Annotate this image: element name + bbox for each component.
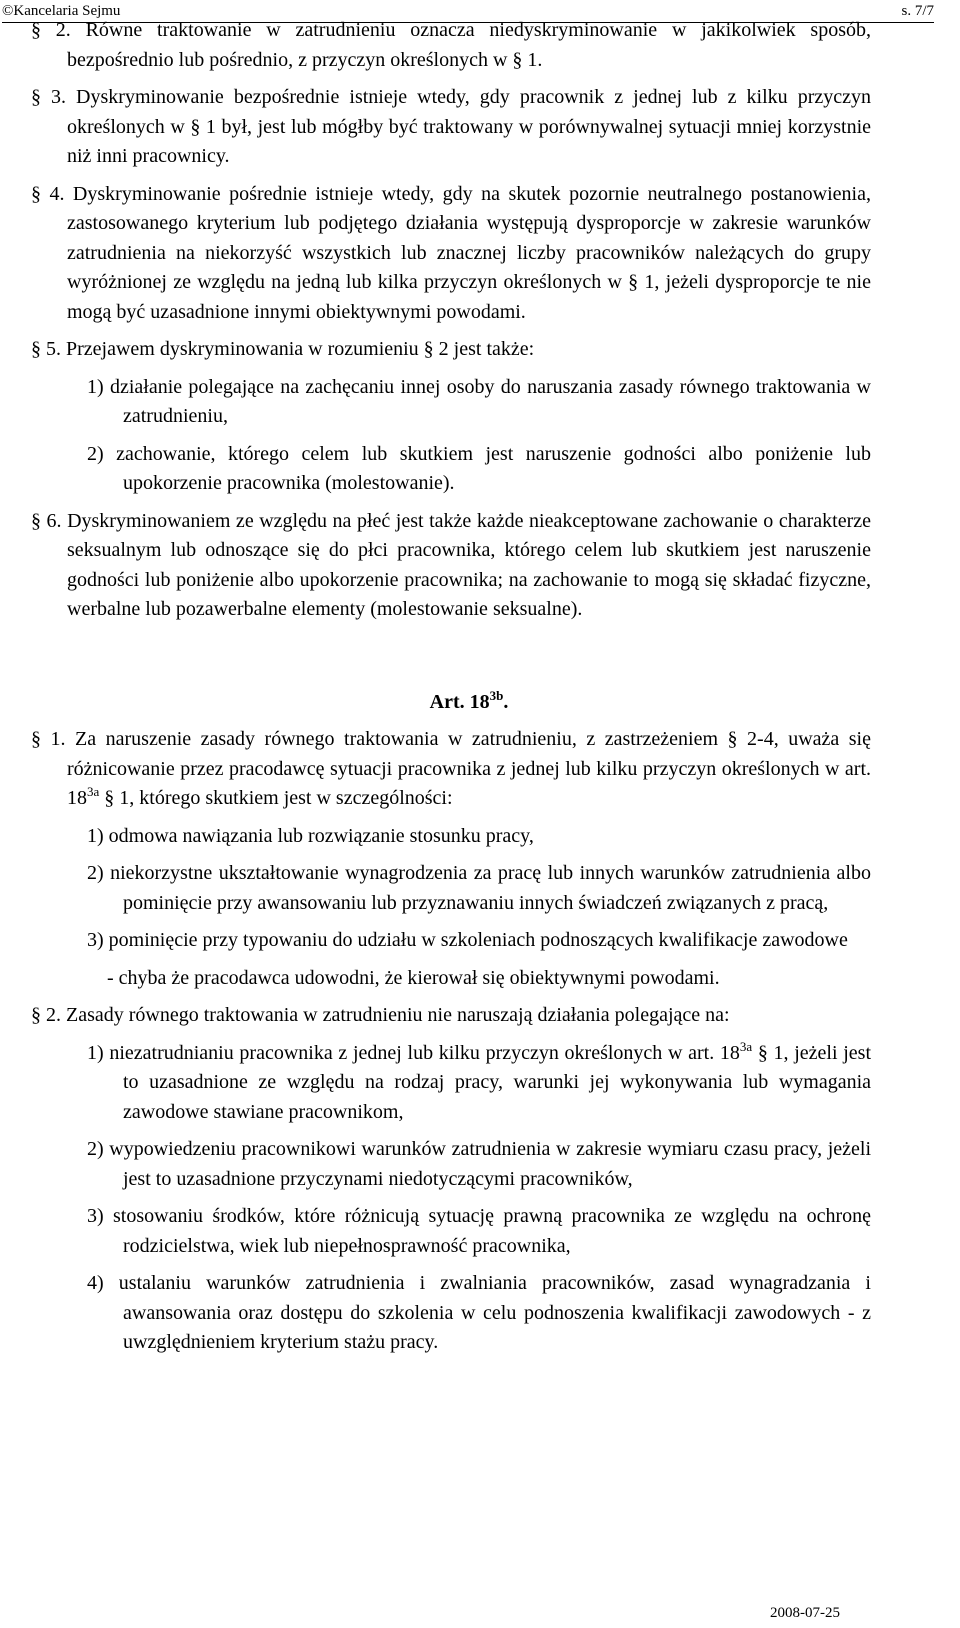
article-paragraph-2-item-3: 3) stosowaniu środków, które różnicują sytuację prawną pracownika ze względu na ochronę rodzicielstwa, wiek lub niepełnosprawność pracownika, [87, 1205, 871, 1257]
article-paragraph-1 [31, 725, 871, 814]
paragraph-5: § 5. Przejawem dyskryminowania w rozumieniu § 2 jest także: [31, 338, 535, 360]
article-paragraph-2-item-1-sup: 3a [739, 1038, 753, 1054]
article-paragraph-2-item-1-text-a: 1) niezatrudnianiu pracownika z jednej lub kilku przyczyn określonych w art. 18 [87, 1041, 740, 1064]
article-paragraph-1-text-a: § 1. Za naruszenie zasady równego traktowania w zatrudnieniu, z zastrzeżeniem § 2-4, uważa się różnicowanie przez pracodawcę sytuacji pracownika z jednej lub kilku przyczyn określonych w art. 18 [31, 728, 871, 809]
article-paragraph-2-item-1-text-b: § 1, jeżeli jest to uzasadnione ze względu na rodzaj pracy, warunki jej wykonywania lub wymagania zawodowe stawiane pracownikom, [123, 1041, 872, 1123]
article-paragraph-2-item-1 [87, 1039, 871, 1128]
article-title [31, 688, 871, 718]
paragraph-4: § 4. Dyskryminowanie pośrednie istnieje wtedy, gdy na skutek pozornie neutralnego postanowienia, zastosowanego kryterium lub podjętego działania występują dysproporcje w zakresie warunków zatrudnienia na niekorzyść wszystkich lub znacznej liczby pracowników należących do grupy wyróżnionej ze względu na jedną lub kilka przyczyn określonych w § 1, jeżeli dysproporcje te nie mogą być uzasadnione innymi obiektywnymi powodami. [31, 182, 871, 323]
article-paragraph-1-item-3: 3) pominięcie przy typowaniu do udziału w szkoleniach podnoszących kwalifikacje zawodowe [87, 929, 848, 951]
paragraph-3: § 3. Dyskryminowanie bezpośrednie istnieje wtedy, gdy pracownik z jednej lub z kilku przyczyn określonych w § 1 był, jest lub mógłby być traktowany w porównywalnej sytuacji mniej korzystnie niż inni pracownicy. [31, 86, 871, 167]
article-paragraph-1-item-2: 2) niekorzystne ukształtowanie wynagrodzenia za pracę lub innych warunków zatrudnienia albo pominięcie przy awansowaniu lub przyznawaniu innych świadczeń związanych z pracą, [87, 862, 871, 914]
article-paragraph-2-item-4: 4) ustalaniu warunków zatrudnienia i zwalniania pracowników, zasad wynagradzania i awansowania oraz dostępu do szkolenia w celu podnoszenia kwalifikacji zawodowych - z uwzględnieniem kryterium stażu pracy. [87, 1272, 871, 1353]
article-title-end: . [503, 690, 509, 713]
header-publisher: ©Kancelaria Sejmu [2, 3, 121, 19]
article-paragraph-2-item-2: 2) wypowiedzeniu pracownikowi warunków zatrudnienia w zakresie wymiaru czasu pracy, jeżeli jest to uzasadnione przyczynami niedotyczącymi pracowników, [87, 1138, 871, 1190]
paragraph-2: § 2. Równe traktowanie w zatrudnieniu oznacza niedyskryminowanie w jakikolwiek sposób, bezpośrednio lub pośrednio, z przyczyn określonych w § 1. [31, 19, 871, 71]
article-title-main: Art. 18 [429, 690, 490, 713]
document-body [31, 16, 871, 1366]
paragraph-5-item-2: 2) zachowanie, którego celem lub skutkiem jest naruszenie godności albo poniżenie lub upokorzenie pracownika (molestowanie). [87, 442, 871, 494]
paragraph-5-item-1: 1) działanie polegające na zachęcaniu innej osoby do naruszania zasady równego traktowania w zatrudnieniu, [87, 375, 871, 427]
article-paragraph-1-exception: - chyba że pracodawca udowodni, że kierował się obiektywnymi powodami. [107, 966, 720, 989]
section-gap [31, 633, 871, 688]
article-title-sup: 3b [489, 687, 504, 703]
paragraph-6: § 6. Dyskryminowaniem ze względu na płeć jest także każde nieakceptowane zachowanie o charakterze seksualnym lub odnoszące się do płci pracownika, którego celem lub skutkiem jest naruszenie godności lub poniżenie albo upokorzenie pracownika; na zachowanie to mogą się składać fizyczne, werbalne lub pozawerbalne elementy (molestowanie seksualne). [31, 509, 871, 620]
footer-date: 2008-07-25 [770, 1605, 840, 1621]
article-paragraph-1-sup: 3a [87, 784, 100, 799]
article-paragraph-1-item-1: 1) odmowa nawiązania lub rozwiązanie stosunku pracy, [87, 824, 534, 847]
article-paragraph-2: § 2. Zasady równego traktowania w zatrudnieniu nie naruszają działania polegające na: [31, 1004, 730, 1026]
header-page-number: s. 7/7 [901, 3, 934, 19]
article-paragraph-1-text-b: § 1, którego skutkiem jest w szczególności: [99, 787, 453, 809]
